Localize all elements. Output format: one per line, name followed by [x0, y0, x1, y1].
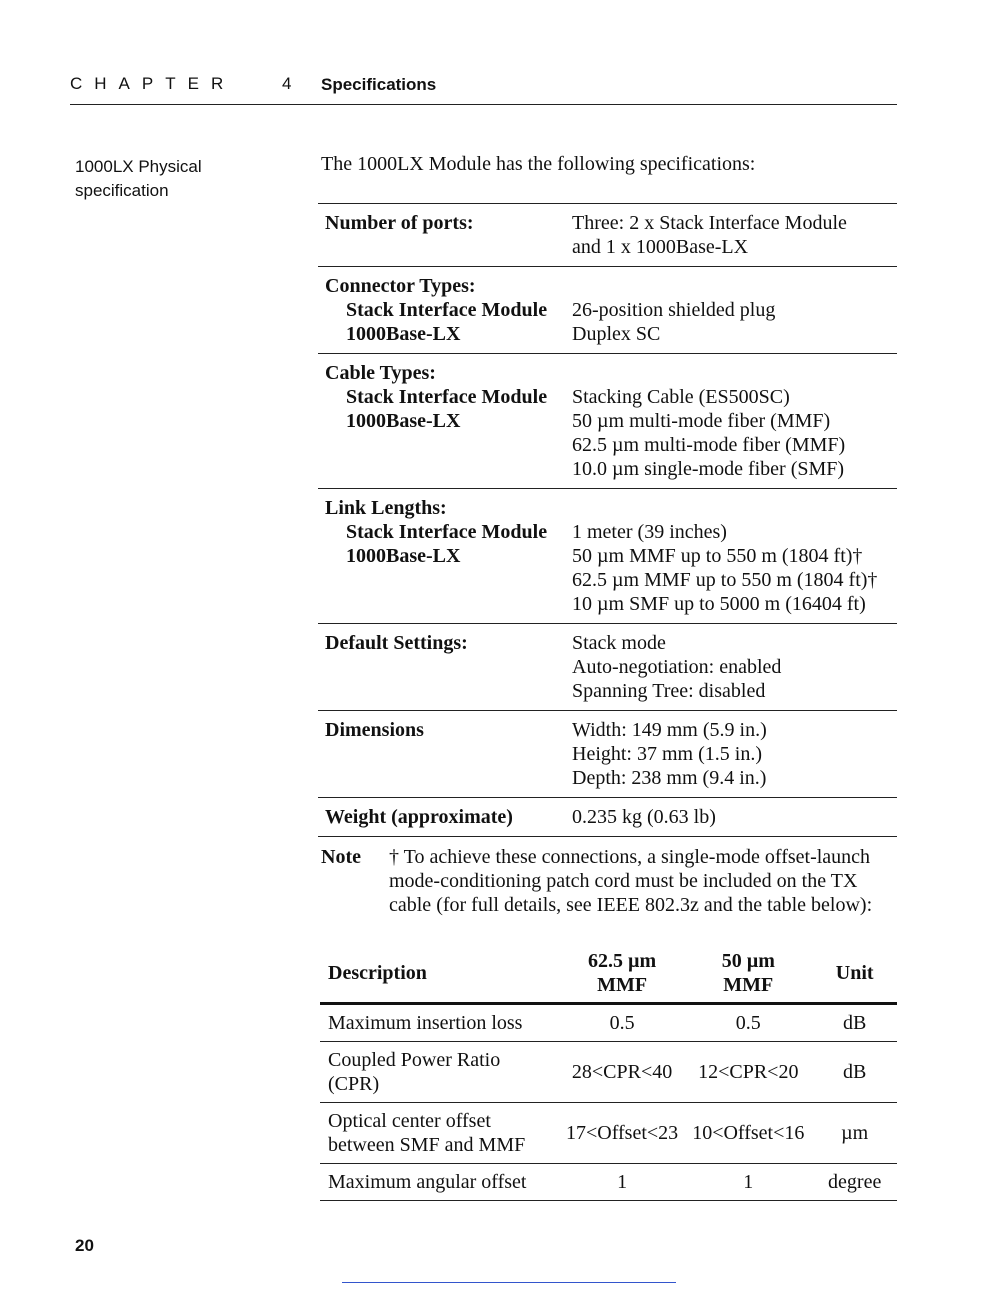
spec-value-line: 0.235 kg (0.63 lb) — [572, 806, 716, 828]
table-cell: 17<Offset<23 — [558, 1103, 684, 1164]
spec-label-sub: 1000Base-LX — [346, 545, 461, 567]
table-header-cell — [684, 944, 810, 1004]
spec-row — [318, 489, 897, 624]
spec-value-spacer — [572, 496, 897, 520]
table-header-cell — [320, 944, 558, 1004]
spec-label — [318, 274, 572, 346]
spec-value-line: Duplex SC — [572, 323, 661, 345]
spec-value-line: Spanning Tree: disabled — [572, 680, 766, 702]
table-cell: 1 — [558, 1164, 684, 1201]
header-line: Description — [328, 962, 427, 984]
table-cell: Coupled Power Ratio (CPR) — [320, 1042, 558, 1103]
section-title: Specifications — [321, 75, 437, 94]
table-row — [320, 1103, 897, 1164]
spec-label-sub: Stack Interface Module — [346, 521, 548, 543]
table-cell: 0.5 — [684, 1004, 810, 1042]
spec-value-line: Width: 149 mm (5.9 in.) — [572, 719, 767, 741]
note — [321, 845, 901, 917]
spec-value — [572, 361, 897, 481]
table-row — [320, 1164, 897, 1201]
table-cell: dB — [810, 1042, 897, 1103]
spec-value-line: Stack mode — [572, 632, 666, 654]
spec-row — [318, 711, 897, 798]
spec-value-line: 50 µm multi-mode fiber (MMF) — [572, 410, 831, 432]
spec-label-head: Link Lengths: — [325, 497, 447, 519]
note-text: † To achieve these connections, a single-mode offset-launch mode-conditioning patch cord must be included on the TX cable (for full details, see IEEE 802.3z and the table below): — [389, 846, 873, 916]
table-cell: 12<CPR<20 — [684, 1042, 810, 1103]
spec-value-line: Stacking Cable (ES500SC) — [572, 386, 790, 408]
spec-value-spacer — [572, 361, 897, 385]
spec-value-line: Depth: 238 mm (9.4 in.) — [572, 767, 767, 789]
page-number: 20 — [75, 1236, 94, 1255]
spec-label-head: Cable Types: — [325, 362, 436, 384]
table-cell: dB — [810, 1004, 897, 1042]
spec-row — [318, 354, 897, 489]
spec-label-head: Weight (approximate) — [325, 806, 513, 828]
spec-value — [572, 805, 897, 829]
spec-table — [318, 203, 897, 837]
table-row — [320, 1004, 897, 1042]
spec-row — [318, 204, 897, 267]
header-line: 62.5 µm — [588, 950, 657, 972]
table-cell: Maximum angular offset — [320, 1164, 558, 1201]
spec-value-line: Three: 2 x Stack Interface Module — [572, 212, 847, 234]
footer-link-line[interactable] — [342, 1282, 676, 1283]
spec-value-line: 50 µm MMF up to 550 m (1804 ft)† — [572, 545, 863, 567]
table-cell: 10<Offset<16 — [684, 1103, 810, 1164]
spec-label — [318, 361, 572, 481]
spec-row — [318, 798, 897, 837]
table-header-cell — [558, 944, 684, 1004]
spec-value-line: 26-position shielded plug — [572, 299, 776, 321]
table-cell: degree — [810, 1164, 897, 1201]
spec-label-sub: 1000Base-LX — [346, 323, 461, 345]
spec-label — [318, 805, 572, 829]
spec-row — [318, 267, 897, 354]
chapter-label: CHAPTER — [70, 74, 236, 93]
page-header — [70, 74, 897, 105]
spec-value-line: 1 meter (39 inches) — [572, 521, 727, 543]
spec-value-line: and 1 x 1000Base-LX — [572, 236, 749, 258]
header-line: 50 µm — [721, 950, 775, 972]
spec-label-sub: Stack Interface Module — [346, 299, 548, 321]
table-cell: µm — [810, 1103, 897, 1164]
spec-value-spacer — [572, 274, 897, 298]
spec-label-head: Connector Types: — [325, 275, 476, 297]
table-row — [320, 1042, 897, 1103]
spec-label — [318, 718, 572, 790]
spec-label-head: Dimensions — [325, 719, 424, 741]
spec-label-head: Default Settings: — [325, 632, 468, 654]
spec-value — [572, 631, 897, 703]
spec-row — [318, 624, 897, 711]
spec-label — [318, 496, 572, 616]
chapter-number: 4 — [282, 74, 292, 93]
spec-label-head: Number of ports: — [325, 212, 474, 234]
table-cell: 0.5 — [558, 1004, 684, 1042]
cable-requirements-table — [320, 944, 897, 1201]
spec-label — [318, 631, 572, 703]
table-header-cell — [810, 944, 897, 1004]
spec-label-sub: Stack Interface Module — [346, 386, 548, 408]
spec-label-sub: 1000Base-LX — [346, 410, 461, 432]
spec-value-line: 62.5 µm MMF up to 550 m (1804 ft)† — [572, 569, 878, 591]
header-line: MMF — [723, 974, 774, 996]
header-line: MMF — [597, 974, 648, 996]
spec-value — [572, 274, 897, 346]
spec-value — [572, 496, 897, 616]
spec-value — [572, 718, 897, 790]
spec-value-line: Height: 37 mm (1.5 in.) — [572, 743, 762, 765]
spec-label — [318, 211, 572, 259]
table-cell: 28<CPR<40 — [558, 1042, 684, 1103]
spec-value-line: 10.0 µm single-mode fiber (SMF) — [572, 458, 845, 480]
table-cell: Optical center offset between SMF and MMF — [320, 1103, 558, 1164]
spec-value-line: 62.5 µm multi-mode fiber (MMF) — [572, 434, 846, 456]
side-heading: 1000LX Physical specification — [75, 157, 202, 200]
intro-text: The 1000LX Module has the following specifications: — [321, 153, 756, 175]
table-cell: Maximum insertion loss — [320, 1004, 558, 1042]
header-line: Unit — [835, 962, 874, 984]
table-cell: 1 — [684, 1164, 810, 1201]
spec-value — [572, 211, 897, 259]
spec-value-line: Auto-negotiation: enabled — [572, 656, 782, 678]
note-label: Note — [321, 846, 361, 868]
spec-value-line: 10 µm SMF up to 5000 m (16404 ft) — [572, 593, 866, 615]
